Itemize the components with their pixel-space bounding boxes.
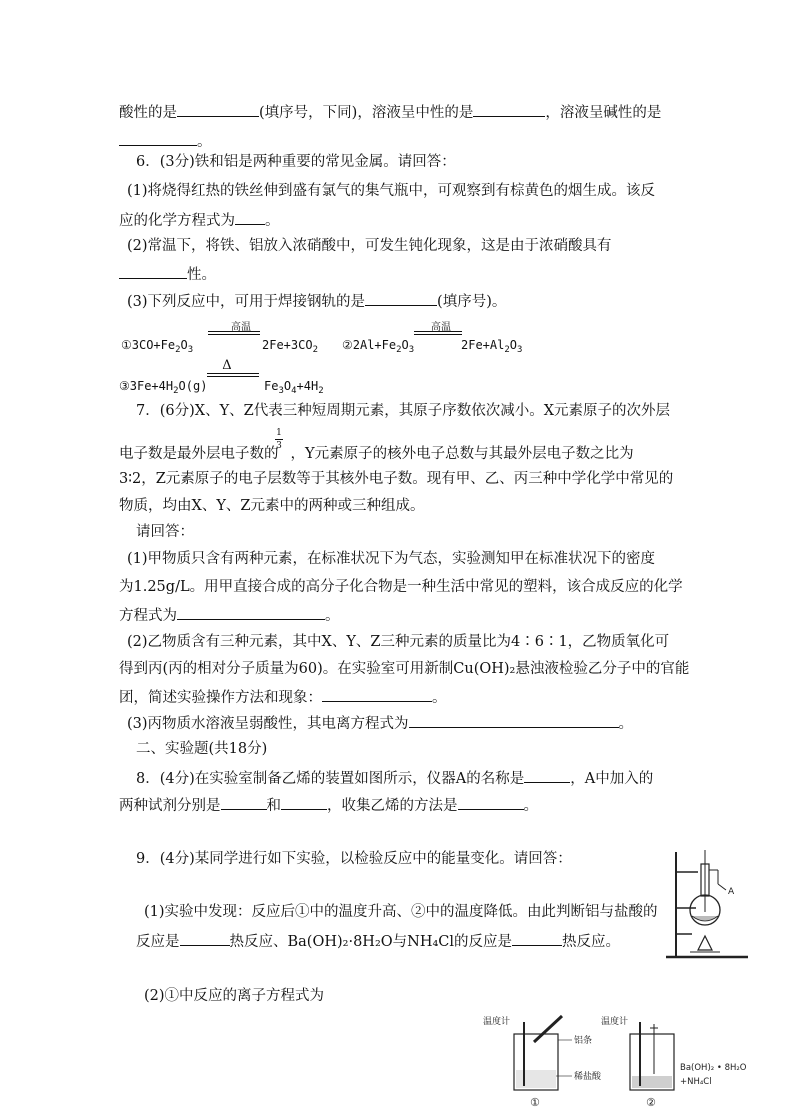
q6-p2-line2: 性。 — [119, 264, 216, 284]
condition-heat: Δ — [222, 358, 232, 373]
answer-blank[interactable] — [365, 291, 437, 306]
q7-p1-line3: 方程式为 。 — [119, 605, 340, 625]
q5-line2: 。 — [119, 131, 212, 151]
answer-blank[interactable] — [409, 713, 619, 728]
answer-blank[interactable] — [512, 931, 562, 946]
ethylene-apparatus-figure — [662, 842, 752, 962]
reaction-arrow-3 — [207, 373, 259, 377]
reaction-3: $③3Fe+4H_2O(g)$ — [119, 379, 208, 396]
dilute-hcl-label: 稀盐酸 — [574, 1072, 602, 1082]
q9-p1-line2: 反应是 热反应、Ba(OH)₂·8H₂O与NH₄Cl的反应是 热反应。 — [136, 931, 620, 951]
answer-blank[interactable] — [473, 102, 545, 117]
reaction-1: $①3CO+Fe_2O_3$ — [121, 338, 194, 355]
reaction-arrow-2 — [414, 331, 462, 335]
q7-line2: 电子数是最外层电子数的 ，Y元素原子的核外电子总数与其最外层电子数之比为 — [119, 446, 634, 462]
q9-title: 9．(4分)某同学进行如下实验，以检验反应中的能量变化。请回答： — [136, 851, 572, 867]
answer-blank[interactable] — [458, 795, 524, 810]
q7-p2-line1: (2)乙物质含有三种元素，其中X、Y、Z三种元素的质量比为4∶6∶1，乙物质氧化可 — [127, 634, 670, 650]
thermometer-label-1: 温度计 — [483, 1017, 511, 1027]
q8-line2: 两种试剂分别是 和 ，收集乙烯的方法是 。 — [119, 795, 538, 815]
q7-prompt: 请回答： — [136, 524, 194, 540]
thermometer-label-2: 温度计 — [601, 1017, 629, 1027]
condition-high-temp-1: 高温 — [231, 322, 251, 333]
q6-title: 6．(3分)铁和铝是两种重要的常见金属。请回答： — [136, 154, 456, 170]
q7-p1-line2: 为1.25g/L。用甲直接合成的高分子化合物是一种生活中常见的塑料，该合成反应的化学 — [119, 579, 683, 595]
q7-line1: 7．(6分)X、Y、Z代表三种短周期元素，其原子序数依次减小。X元素原子的次外层 — [136, 403, 671, 419]
reaction-1-products: $2Fe+3CO_2$ — [262, 338, 318, 355]
answer-blank[interactable] — [281, 795, 327, 810]
q6-p2-line1: (2)常温下，将铁、铝放入浓硝酸中，可发生钝化现象，这是由于浓硝酸具有 — [127, 238, 612, 254]
q7-p2-line2: 得到丙(丙的相对分子质量为60)。在实验室可用新制Cu(OH)₂悬浊液检验乙分子中的官能 — [119, 661, 690, 677]
answer-blank[interactable] — [180, 931, 230, 946]
answer-blank[interactable] — [322, 687, 432, 702]
q7-line3: 3∶2，Z元素原子的电子层数等于其核外电子数。现有甲、乙、丙三种中学化学中常见的 — [119, 471, 674, 487]
answer-blank[interactable] — [177, 102, 259, 117]
q7-line4: 物质，均由X、Y、Z元素中的两种或三种组成。 — [119, 498, 425, 514]
label-a: A — [728, 887, 735, 897]
reagent-label-b: +NH₄Cl — [680, 1077, 712, 1087]
figure-label-2: ② — [646, 1096, 656, 1109]
answer-blank[interactable] — [119, 131, 197, 146]
reaction-2-products: $2Fe+Al_2O_3$ — [461, 338, 523, 355]
reaction-arrow-1 — [208, 331, 260, 335]
answer-blank[interactable] — [221, 795, 267, 810]
fraction-one-third: 1 3 — [276, 428, 282, 451]
q6-p1-line1: (1)将烧得红热的铁丝伸到盛有氯气的集气瓶中，可观察到有棕黄色的烟生成。该反 — [127, 183, 656, 199]
q7-p2-line3: 团，简述实验操作方法和现象： 。 — [119, 687, 447, 707]
reaction-2: $②2Al+Fe_2O_3$ — [342, 338, 415, 355]
reagent-label-a: Ba(OH)₂ • 8H₂O — [680, 1063, 747, 1073]
section-title: 二、实验题(共18分) — [136, 741, 268, 757]
q7-p1-line1: (1)甲物质只含有两种元素，在标准状况下为气态，实验测知甲在标准状况下的密度 — [127, 551, 656, 567]
q9-p2-line1: (2)①中反应的离子方程式为 — [144, 988, 325, 1004]
answer-blank[interactable] — [177, 605, 325, 620]
q8-line1: 8．(4分)在实验室制备乙烯的装置如图所示，仪器A的名称是 ，A中加入的 — [136, 768, 653, 788]
aluminum-strip-label: 铝条 — [574, 1036, 593, 1046]
q5-line1: 酸性的是 (填序号，下同)，溶液呈中性的是 ，溶液呈碱性的是 — [119, 102, 661, 122]
q9-p1-line1: (1)实验中发现：反应后①中的温度升高、②中的温度降低。由此判断铝与盐酸的 — [144, 904, 658, 920]
answer-blank[interactable] — [119, 264, 187, 279]
q6-p1-line2: 应的化学方程式为 。 — [119, 210, 280, 230]
reaction-3-products: $Fe_3O_4+4H_2$ — [264, 379, 324, 396]
answer-blank[interactable] — [524, 768, 570, 783]
answer-blank[interactable] — [235, 210, 265, 225]
q7-p3: (3)丙物质水溶液呈弱酸性，其电离方程式为 。 — [127, 713, 633, 733]
energy-experiment-figure — [480, 1014, 770, 1114]
condition-high-temp-2: 高温 — [431, 322, 451, 333]
figure-label-1: ① — [530, 1096, 540, 1109]
q6-p3: (3)下列反应中，可用于焊接钢轨的是 (填序号)。 — [127, 291, 506, 311]
